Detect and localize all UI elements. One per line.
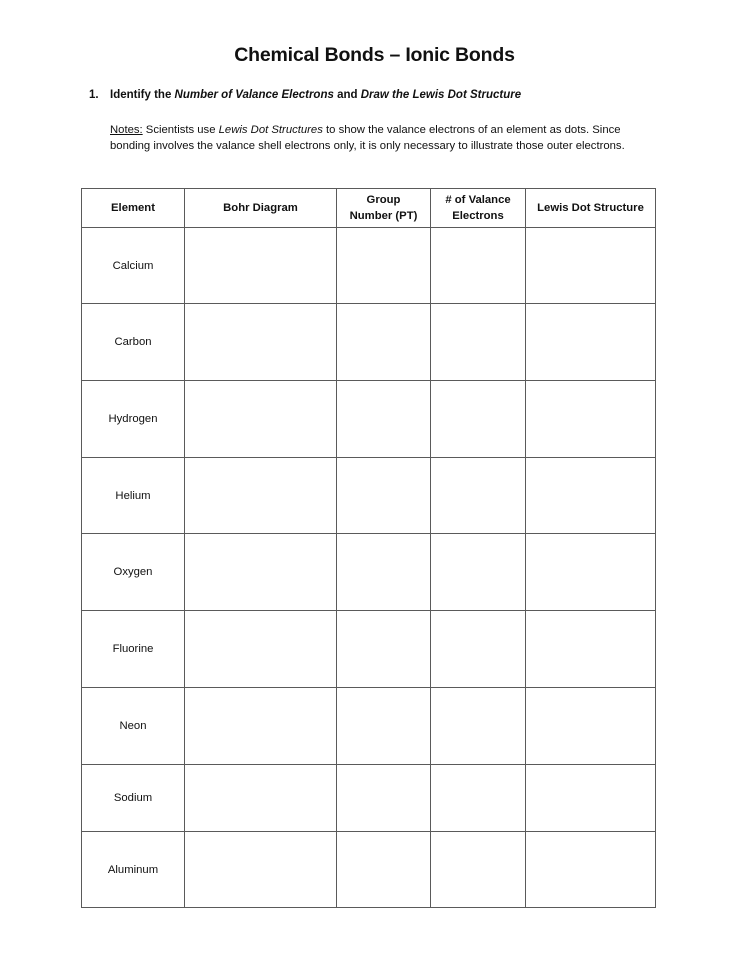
bohr-diagram-cell[interactable]	[185, 611, 337, 688]
element-cell: Carbon	[82, 304, 185, 381]
question-middle: and	[333, 89, 361, 101]
lewis-dot-cell[interactable]	[526, 458, 656, 534]
lewis-dot-cell[interactable]	[526, 534, 656, 611]
table-row	[82, 228, 656, 304]
bohr-diagram-cell[interactable]	[185, 228, 337, 304]
header-bohr-diagram: Bohr Diagram	[185, 189, 337, 228]
element-cell: Calcium	[82, 228, 185, 304]
element-cell: Hydrogen	[82, 381, 185, 458]
group-number-cell[interactable]	[337, 458, 431, 534]
table-row	[82, 765, 656, 832]
table-row	[82, 688, 656, 765]
header-element: Element	[82, 189, 185, 228]
elements-table	[81, 188, 656, 908]
table-row	[82, 381, 656, 458]
group-number-cell[interactable]	[337, 534, 431, 611]
valance-electrons-cell[interactable]	[431, 611, 526, 688]
lewis-dot-cell[interactable]	[526, 304, 656, 381]
bohr-diagram-cell[interactable]	[185, 765, 337, 832]
notes-label: Notes:	[110, 124, 143, 136]
element-cell: Helium	[82, 458, 185, 534]
notes-paragraph	[110, 122, 662, 155]
header-group-number	[337, 189, 431, 228]
lewis-dot-cell[interactable]	[526, 611, 656, 688]
valance-electrons-cell[interactable]	[431, 688, 526, 765]
notes-text-1: Scientists use	[142, 124, 219, 136]
table-row	[82, 611, 656, 688]
valance-electrons-cell[interactable]	[431, 832, 526, 908]
group-number-cell[interactable]	[337, 304, 431, 381]
element-cell: Oxygen	[82, 534, 185, 611]
question-1	[89, 89, 521, 101]
lewis-dot-cell[interactable]	[526, 832, 656, 908]
header-valance-electrons	[431, 189, 526, 228]
group-number-cell[interactable]	[337, 228, 431, 304]
question-italic-1: Number of Valance Electrons	[174, 89, 334, 101]
group-number-cell[interactable]	[337, 765, 431, 832]
bohr-diagram-cell[interactable]	[185, 381, 337, 458]
notes-italic: Lewis Dot Structures	[218, 124, 323, 136]
valance-electrons-cell[interactable]	[431, 534, 526, 611]
header-lewis-dot: Lewis Dot Structure	[526, 189, 656, 228]
valance-electrons-cell[interactable]	[431, 381, 526, 458]
group-number-cell[interactable]	[337, 611, 431, 688]
element-cell: Fluorine	[82, 611, 185, 688]
question-prefix: Identify the	[110, 89, 175, 101]
lewis-dot-cell[interactable]	[526, 688, 656, 765]
question-italic-2: Draw the Lewis Dot Structure	[360, 89, 522, 101]
element-cell: Sodium	[82, 765, 185, 832]
bohr-diagram-cell[interactable]	[185, 832, 337, 908]
element-cell: Aluminum	[82, 832, 185, 908]
page-title: Chemical Bonds – Ionic Bonds	[234, 44, 515, 66]
notes-text-2: to show the valance electrons of an element as dots. Since bonding involves the valance shell electrons only, it is only necessary to illustrate those outer electrons.	[110, 124, 625, 153]
lewis-dot-cell[interactable]	[526, 765, 656, 832]
bohr-diagram-cell[interactable]	[185, 458, 337, 534]
table-row	[82, 534, 656, 611]
bohr-diagram-cell[interactable]	[185, 688, 337, 765]
bohr-diagram-cell[interactable]	[185, 534, 337, 611]
valance-electrons-cell[interactable]	[431, 304, 526, 381]
valance-electrons-cell[interactable]	[431, 228, 526, 304]
table-row	[82, 304, 656, 381]
bohr-diagram-cell[interactable]	[185, 304, 337, 381]
group-number-cell[interactable]	[337, 688, 431, 765]
lewis-dot-cell[interactable]	[526, 381, 656, 458]
group-number-cell[interactable]	[337, 381, 431, 458]
header-group-number-text: Group Number (PT)	[349, 194, 418, 222]
group-number-cell[interactable]	[337, 832, 431, 908]
question-number: 1.	[89, 89, 99, 101]
element-cell: Neon	[82, 688, 185, 765]
valance-electrons-cell[interactable]	[431, 765, 526, 832]
valance-electrons-cell[interactable]	[431, 458, 526, 534]
table-header-row	[82, 189, 656, 228]
table-row	[82, 832, 656, 908]
lewis-dot-cell[interactable]	[526, 228, 656, 304]
table-row	[82, 458, 656, 534]
header-valance-electrons-text: # of Valance Electrons	[445, 194, 511, 222]
